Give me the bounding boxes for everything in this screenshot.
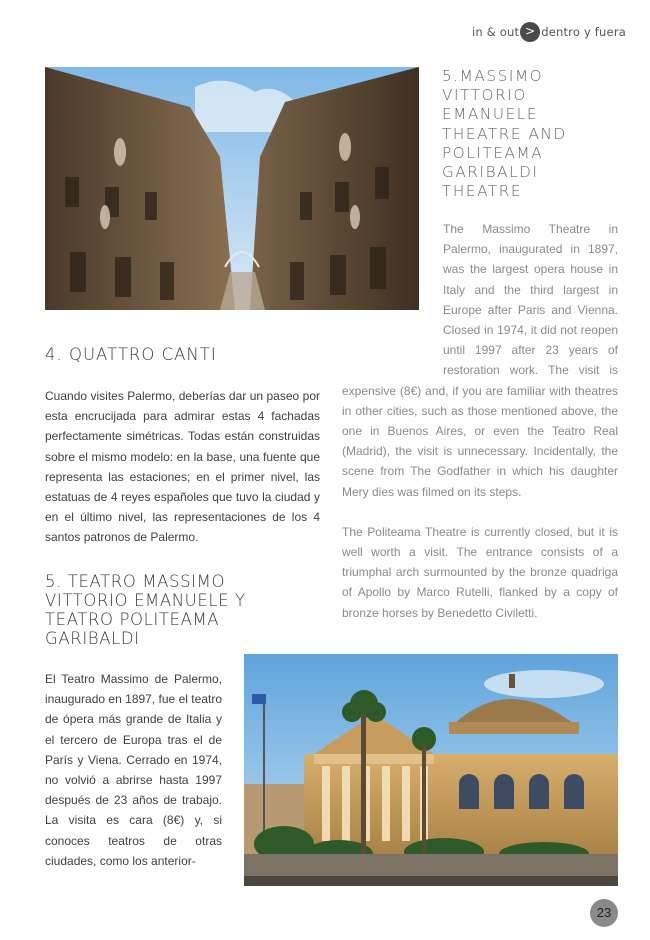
massimo-theatre-text-en [342,219,618,643]
header-part-dentro-fuera: dentro y fuera [541,25,626,39]
header-part-in-out: in & out [472,25,520,39]
massimo-paragraph-en: The Massimo Theatre in Palermo, inaugurated in 1897, was the largest opera house in Italy and the third largest in Europe after Paris and Vienna. Closed in 1974, it did not reopen until 1997 after 23 years of restoration work. The visit is expensive (8€) and, if you are familiar with theatres in other cities, such as those mentioned above, the one in Buenos Aires, or even the Teatro Real (Madrid), the visit is unnecessary. Incidentally, the scene from The Godfather in which his daughter Mery dies was filmed on its steps. [342,222,618,499]
quattro-canti-heading: 4. QUATTRO CANTI [45,345,217,364]
massimo-theatre-heading-en: 5.MASSIMO VITTORIO EMANUELE THEATRE AND POLITEAMA GARIBALDI THEATRE [442,67,567,201]
quattro-canti-paragraph: Cuando visites Palermo, deberías dar un paseo por esta encrucijada para admirar estas 4 fachadas perfectamente simétricas. Todas están construidas sobre el mismo modelo: en la base, una fuente que representa las estaciones; en el primer nivel, las estatuas de 4 reyes españoles que tuvo la ciudad y en el último nivel, las representaciones de los 4 santos patronos de Palermo. [45,389,320,545]
teatro-massimo-paragraph-es: El Teatro Massimo de Palermo, inaugurado en 1897, fue el teatro de ópera más grande de Italia y el tercero de Europa tras el de París y Viena. Cerrado en 1974, no volvió a abrirse hasta 1997 después de 23 años de trabajo. La visita es cara (8€) y, si conoces teatros de otras ciudades, como los anterior- [45,672,222,868]
header-arrow-badge: > [520,22,540,42]
politeama-paragraph-en: The Politeama Theatre is currently closed, but it is well worth a visit. The entrance consists of a triumphal arch surmounted by the bronze quadriga of Apollo by Marco Rutelli, flanked by a copy of bronze horses by Benedetto Civiletti. [342,524,618,620]
teatro-massimo-heading-es: 5. TEATRO MASSIMO VITTORIO EMANUELE Y TEATRO POLITEAMA GARIBALDI [45,572,246,648]
section-header [472,22,626,42]
page-number-badge: 23 [590,899,618,927]
teatro-massimo-photo [244,654,618,886]
